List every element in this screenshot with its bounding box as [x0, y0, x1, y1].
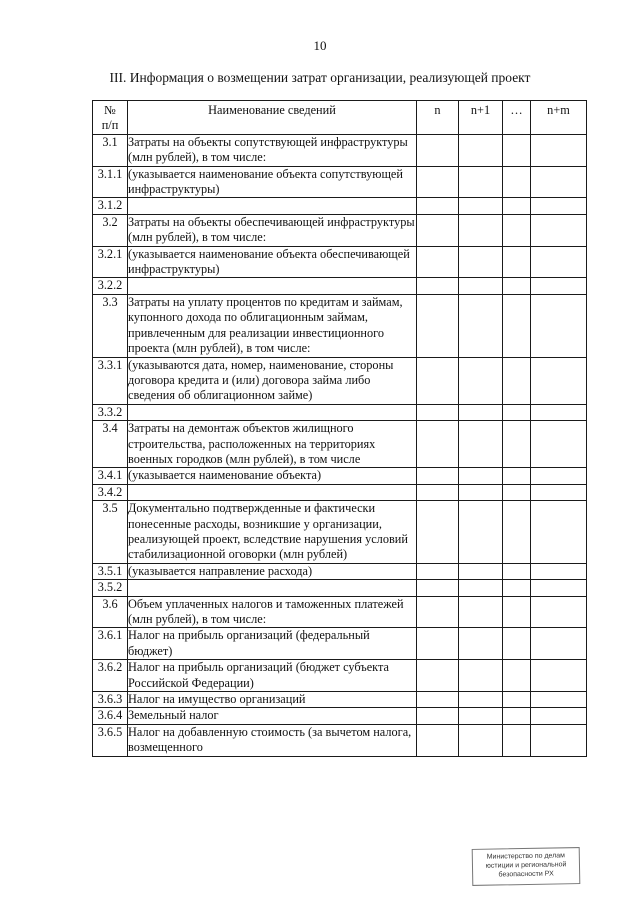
value-n1-cell	[459, 468, 503, 484]
value-nm-cell	[531, 421, 587, 468]
value-n1-cell	[459, 166, 503, 198]
value-n1-cell	[459, 484, 503, 500]
value-dots-cell	[503, 708, 531, 724]
value-dots-cell	[503, 580, 531, 596]
value-nm-cell	[531, 214, 587, 246]
row-number: 3.4	[93, 421, 128, 468]
value-n-cell	[417, 660, 459, 692]
value-dots-cell	[503, 246, 531, 278]
value-n-cell	[417, 278, 459, 294]
value-nm-cell	[531, 596, 587, 628]
value-dots-cell	[503, 166, 531, 198]
row-name: Затраты на уплату процентов по кредитам и займам, купонного дохода по облигационным займам, привлеченным для реализации инвестиционного проекта (млн рублей), в том числе:	[128, 294, 417, 357]
value-n-cell	[417, 484, 459, 500]
value-nm-cell	[531, 357, 587, 404]
value-n1-cell	[459, 134, 503, 166]
row-number: 3.6.4	[93, 708, 128, 724]
value-n1-cell	[459, 357, 503, 404]
row-name: Налог на имущество организаций	[128, 692, 417, 708]
row-name: (указывается направление расхода)	[128, 563, 417, 579]
row-number: 3.3.1	[93, 357, 128, 404]
value-n-cell	[417, 421, 459, 468]
value-nm-cell	[531, 134, 587, 166]
value-n1-cell	[459, 501, 503, 564]
row-number: 3.6.5	[93, 724, 128, 756]
value-n-cell	[417, 563, 459, 579]
section-title: III. Информация о возмещении затрат организации, реализующей проект	[109, 70, 531, 85]
value-n-cell	[417, 198, 459, 214]
row-name: (указывается наименование объекта)	[128, 468, 417, 484]
table-row	[93, 294, 587, 357]
info-table	[92, 100, 587, 757]
row-name: Налог на прибыль организаций (федеральный бюджет)	[128, 628, 417, 660]
row-name: (указывается наименование объекта сопутствующей инфраструктуры)	[128, 166, 417, 198]
row-number: 3.3.2	[93, 404, 128, 420]
value-nm-cell	[531, 198, 587, 214]
row-name	[128, 198, 417, 214]
value-nm-cell	[531, 484, 587, 500]
value-n-cell	[417, 628, 459, 660]
value-n-cell	[417, 357, 459, 404]
value-dots-cell	[503, 724, 531, 756]
header-nm: n+m	[531, 101, 587, 135]
table-row	[93, 421, 587, 468]
value-dots-cell	[503, 596, 531, 628]
value-n1-cell	[459, 596, 503, 628]
value-n1-cell	[459, 198, 503, 214]
value-dots-cell	[503, 563, 531, 579]
table-row	[93, 468, 587, 484]
row-number: 3.2.1	[93, 246, 128, 278]
row-name: Затраты на объекты обеспечивающей инфраструктуры (млн рублей), в том числе:	[128, 214, 415, 245]
value-nm-cell	[531, 246, 587, 278]
row-name: Налог на прибыль организаций (бюджет субъекта Российской Федерации)	[128, 660, 417, 692]
value-dots-cell	[503, 357, 531, 404]
value-n-cell	[417, 166, 459, 198]
row-number: 3.6	[93, 596, 128, 628]
value-dots-cell	[503, 278, 531, 294]
value-n-cell	[417, 404, 459, 420]
table-row	[93, 198, 587, 214]
value-dots-cell	[503, 134, 531, 166]
row-number: 3.6.2	[93, 660, 128, 692]
value-n1-cell	[459, 628, 503, 660]
value-nm-cell	[531, 563, 587, 579]
value-n-cell	[417, 692, 459, 708]
value-dots-cell	[503, 660, 531, 692]
value-nm-cell	[531, 724, 587, 756]
table-row	[93, 563, 587, 579]
page-number: 10	[313, 38, 327, 53]
header-n1: n+1	[459, 101, 503, 135]
value-dots-cell	[503, 628, 531, 660]
value-n-cell	[417, 134, 459, 166]
value-nm-cell	[531, 166, 587, 198]
row-name	[128, 404, 417, 420]
row-name	[128, 580, 417, 596]
value-n-cell	[417, 468, 459, 484]
value-dots-cell	[503, 421, 531, 468]
row-number: 3.5	[93, 501, 128, 564]
row-number: 3.6.3	[93, 692, 128, 708]
row-number: 3.2	[93, 214, 128, 246]
table-body	[93, 134, 587, 756]
row-name: (указывается наименование объекта обеспечивающей инфраструктуры)	[128, 246, 417, 278]
value-n1-cell	[459, 278, 503, 294]
value-dots-cell	[503, 468, 531, 484]
row-number: 3.2.2	[93, 278, 128, 294]
value-n-cell	[417, 596, 459, 628]
value-n1-cell	[459, 246, 503, 278]
table-row	[93, 692, 587, 708]
row-name: Документально подтвержденные и фактически понесенные расходы, возникшие у организации, реализующей проект, вследствие нарушения условий стабилизационной оговорки (млн рублей)	[128, 501, 417, 564]
table-row	[93, 708, 587, 724]
table-row	[93, 357, 587, 404]
value-dots-cell	[503, 294, 531, 357]
value-nm-cell	[531, 580, 587, 596]
value-n-cell	[417, 246, 459, 278]
value-n1-cell	[459, 294, 503, 357]
table-row	[93, 724, 587, 756]
row-number: 3.4.2	[93, 484, 128, 500]
value-dots-cell	[503, 501, 531, 564]
header-n: n	[417, 101, 459, 135]
value-n-cell	[417, 501, 459, 564]
value-n1-cell	[459, 580, 503, 596]
value-nm-cell	[531, 628, 587, 660]
row-number: 3.5.1	[93, 563, 128, 579]
row-number: 3.1.1	[93, 166, 128, 198]
value-dots-cell	[503, 484, 531, 500]
table-header-row	[93, 101, 587, 135]
value-n1-cell	[459, 404, 503, 420]
table-row	[93, 580, 587, 596]
table-row	[93, 166, 587, 198]
value-n1-cell	[459, 563, 503, 579]
table-row	[93, 628, 587, 660]
value-n-cell	[417, 708, 459, 724]
value-n1-cell	[459, 214, 503, 246]
row-number: 3.3	[93, 294, 128, 357]
value-dots-cell	[503, 214, 531, 246]
table-row	[93, 404, 587, 420]
value-nm-cell	[531, 468, 587, 484]
value-n-cell	[417, 580, 459, 596]
row-name: Объем уплаченных налогов и таможенных платежей (млн рублей), в том числе:	[128, 596, 417, 628]
row-name: Затраты на объекты сопутствующей инфраструктуры (млн рублей), в том числе:	[128, 134, 417, 166]
row-number: 3.1.2	[93, 198, 128, 214]
value-nm-cell	[531, 501, 587, 564]
row-number: 3.4.1	[93, 468, 128, 484]
value-n-cell	[417, 294, 459, 357]
table-row	[93, 134, 587, 166]
table-row	[93, 660, 587, 692]
value-nm-cell	[531, 294, 587, 357]
row-name	[128, 278, 417, 294]
value-n-cell	[417, 724, 459, 756]
table-row	[93, 596, 587, 628]
row-number: 3.6.1	[93, 628, 128, 660]
row-name: Налог на добавленную стоимость (за вычетом налога, возмещенного	[128, 724, 417, 756]
value-nm-cell	[531, 708, 587, 724]
value-n1-cell	[459, 660, 503, 692]
row-number: 3.5.2	[93, 580, 128, 596]
table-row	[93, 246, 587, 278]
value-dots-cell	[503, 404, 531, 420]
value-dots-cell	[503, 198, 531, 214]
row-name	[128, 484, 417, 500]
row-name: Земельный налог	[128, 708, 417, 724]
table-row	[93, 214, 587, 246]
value-n1-cell	[459, 692, 503, 708]
table-row	[93, 501, 587, 564]
value-dots-cell	[503, 692, 531, 708]
value-n1-cell	[459, 724, 503, 756]
value-nm-cell	[531, 692, 587, 708]
value-nm-cell	[531, 660, 587, 692]
header-name: Наименование сведений	[128, 101, 417, 135]
row-name: (указываются дата, номер, наименование, стороны договора кредита и (или) договора займа либо сведения об облигационном займе)	[128, 357, 417, 404]
row-number: 3.1	[93, 134, 128, 166]
registration-stamp: Министерство по делам юстиции и региональной безопасности РХ	[472, 847, 581, 886]
value-nm-cell	[531, 404, 587, 420]
value-nm-cell	[531, 278, 587, 294]
table-row	[93, 484, 587, 500]
row-name: Затраты на демонтаж объектов жилищного строительства, расположенных на территориях военных городков (млн рублей), в том числе	[128, 421, 417, 468]
table-row	[93, 278, 587, 294]
header-num: № п/п	[93, 101, 128, 135]
value-n1-cell	[459, 708, 503, 724]
value-n-cell	[417, 214, 459, 246]
value-n1-cell	[459, 421, 503, 468]
header-dots: …	[503, 101, 531, 135]
